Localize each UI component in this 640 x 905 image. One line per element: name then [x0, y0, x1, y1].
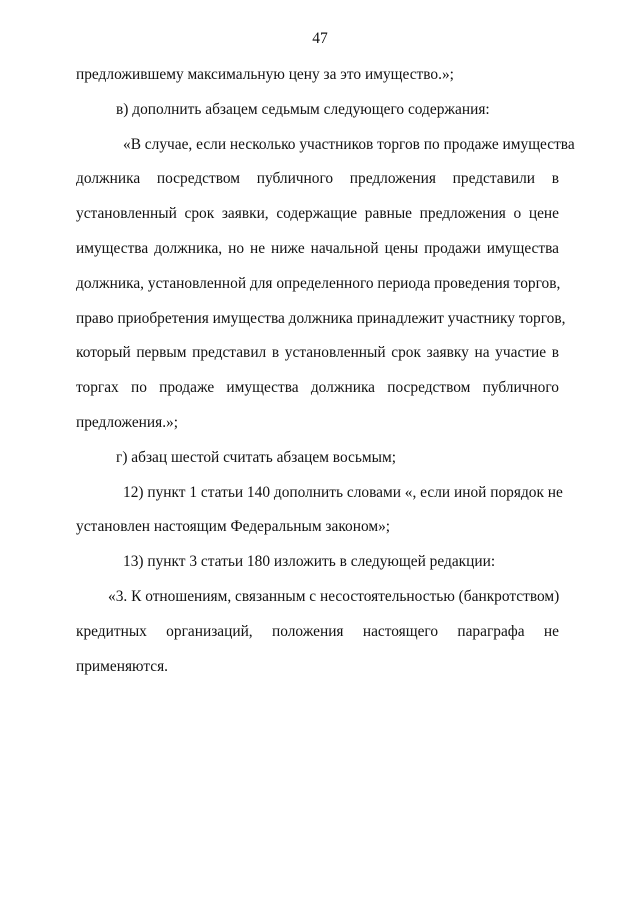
text-line: предложившему максимальную цену за это имущество.»; [76, 66, 454, 83]
text-line: в) дополнить абзацем седьмым следующего содержания: [116, 100, 490, 118]
text-line: торгах по продаже имущества должника посредством публичного [76, 379, 559, 397]
text-line: применяются. [76, 657, 169, 675]
text-line: предложения.»; [76, 413, 179, 431]
page-number: 47 [312, 30, 328, 47]
text-line: кредитных организаций, положения настоящего параграфа не [76, 622, 559, 640]
text-line: который первым представил в установленный срок заявку на участие в [76, 344, 559, 362]
text-line: 12) пункт 1 статьи 140 дополнить словами «, если иной порядок не [123, 483, 563, 501]
text-line: «В случае, если несколько участников торгов по продаже имущества [123, 135, 575, 153]
text-line: право приобретения имущества должника принадлежит участнику торгов, [76, 309, 566, 327]
text-line: должника, установленной для определенного периода проведения торгов, [76, 274, 561, 292]
text-line: должника посредством публичного предложения представили в [76, 170, 559, 188]
text-line: установленный срок заявки, содержащие равные предложения о цене [76, 205, 559, 223]
text-line: г) абзац шестой считать абзацем восьмым; [116, 448, 396, 466]
text-line: 13) пункт 3 статьи 180 изложить в следующей редакции: [123, 553, 496, 571]
document-body [76, 58, 575, 684]
text-line: имущества должника, но не ниже начальной цены продажи имущества [76, 239, 559, 257]
text-line: «3. К отношениям, связанным с несостоятельностью (банкротством) [108, 587, 560, 605]
text-line: установлен настоящим Федеральным законом»; [76, 518, 391, 536]
